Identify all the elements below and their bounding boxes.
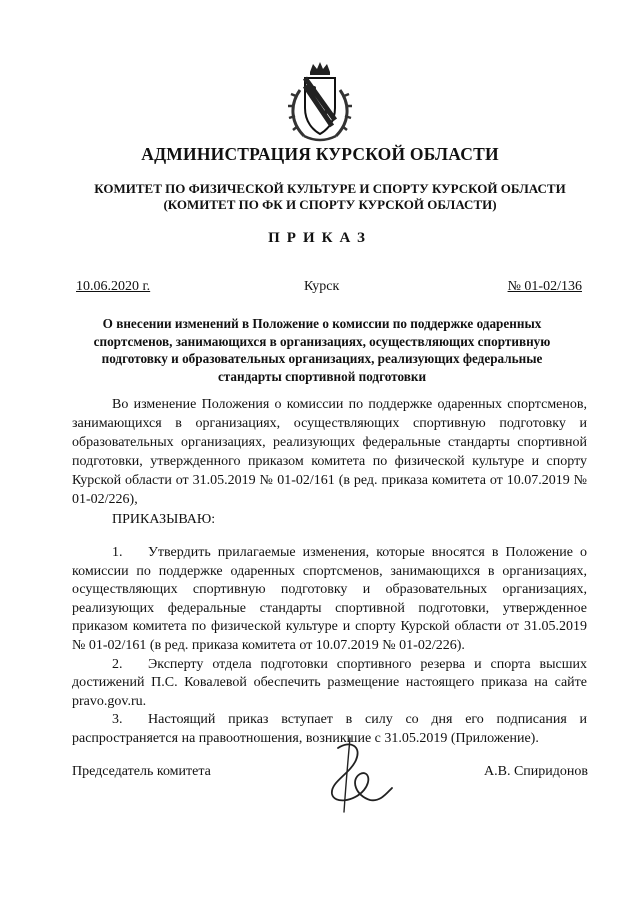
handwritten-signature	[310, 730, 400, 820]
document-subject: О внесении изменений в Положение о комиссии по поддержке одаренных спортсменов, занимающихся в организациях, осуществляющих спортивную подготовку и образовательных организациях, реализующих федеральные стандарты спортивной подготовки	[93, 316, 551, 384]
committee-line-2: (КОМИТЕТ ПО ФК И СПОРТУ КУРСКОЙ ОБЛАСТИ)	[163, 197, 497, 212]
order-items	[72, 544, 587, 749]
order-item-2	[72, 656, 587, 712]
order-directive: ПРИКАЗЫВАЮ:	[112, 512, 216, 527]
order-item-1	[72, 544, 587, 656]
item-text: Настоящий приказ вступает в силу со дня его подписания и распространяется на правоотношения, возникшие с 31.05.2019 (Приложение).	[72, 712, 587, 746]
document-number: № 01-02/136	[507, 279, 582, 294]
organization-title: АДМИНИСТРАЦИЯ КУРСКОЙ ОБЛАСТИ	[141, 144, 499, 164]
signer-name: А.В. Спиридонов	[484, 764, 588, 779]
coat-of-arms-icon	[286, 60, 354, 146]
item-text: Эксперту отдела подготовки спортивного резерва и спорта высших достижений П.С. Ковалевой обеспечить размещение настоящего приказа на сайте pravo.gov.ru.	[72, 656, 587, 709]
item-number: 2.	[112, 656, 123, 672]
document-city: Курск	[304, 279, 340, 294]
committee-name	[60, 181, 600, 213]
document-type: ПРИКАЗ	[268, 230, 372, 246]
item-number: 3.	[112, 712, 123, 728]
committee-line-1: КОМИТЕТ ПО ФИЗИЧЕСКОЙ КУЛЬТУРЕ И СПОРТУ КУРСКОЙ ОБЛАСТИ	[94, 181, 566, 196]
item-text: Утвердить прилагаемые изменения, которые вносятся в Положение о комиссии по поддержке одаренных спортсменов, занимающихся в организациях, осуществляющих спортивную подготовку и образовательных организациях, реализующих федеральные стандарты спортивной подготовки, утвержденное приказом комитета по физической культуре и спорту Курской области от 31.05.2019 № 01-02/161 (в ред. приказа комитета от 10.07.2019 № 01-02/226).	[72, 545, 587, 653]
signer-position: Председатель комитета	[72, 764, 211, 779]
document-date: 10.06.2020 г.	[76, 279, 151, 294]
intro-paragraph: Во изменение Положения о комиссии по поддержке одаренных спортсменов, занимающихся в организациях, осуществляющих спортивную подготовку и образовательных организациях, реализующих федеральные стандарты спортивной подготовки, утвержденного приказом комитета по физической культуре и спорту Курской области от 31.05.2019 № 01-02/161 (в ред. приказа комитета от 10.07.2019 № 01-02/226),	[72, 397, 587, 507]
item-number: 1.	[112, 545, 123, 560]
